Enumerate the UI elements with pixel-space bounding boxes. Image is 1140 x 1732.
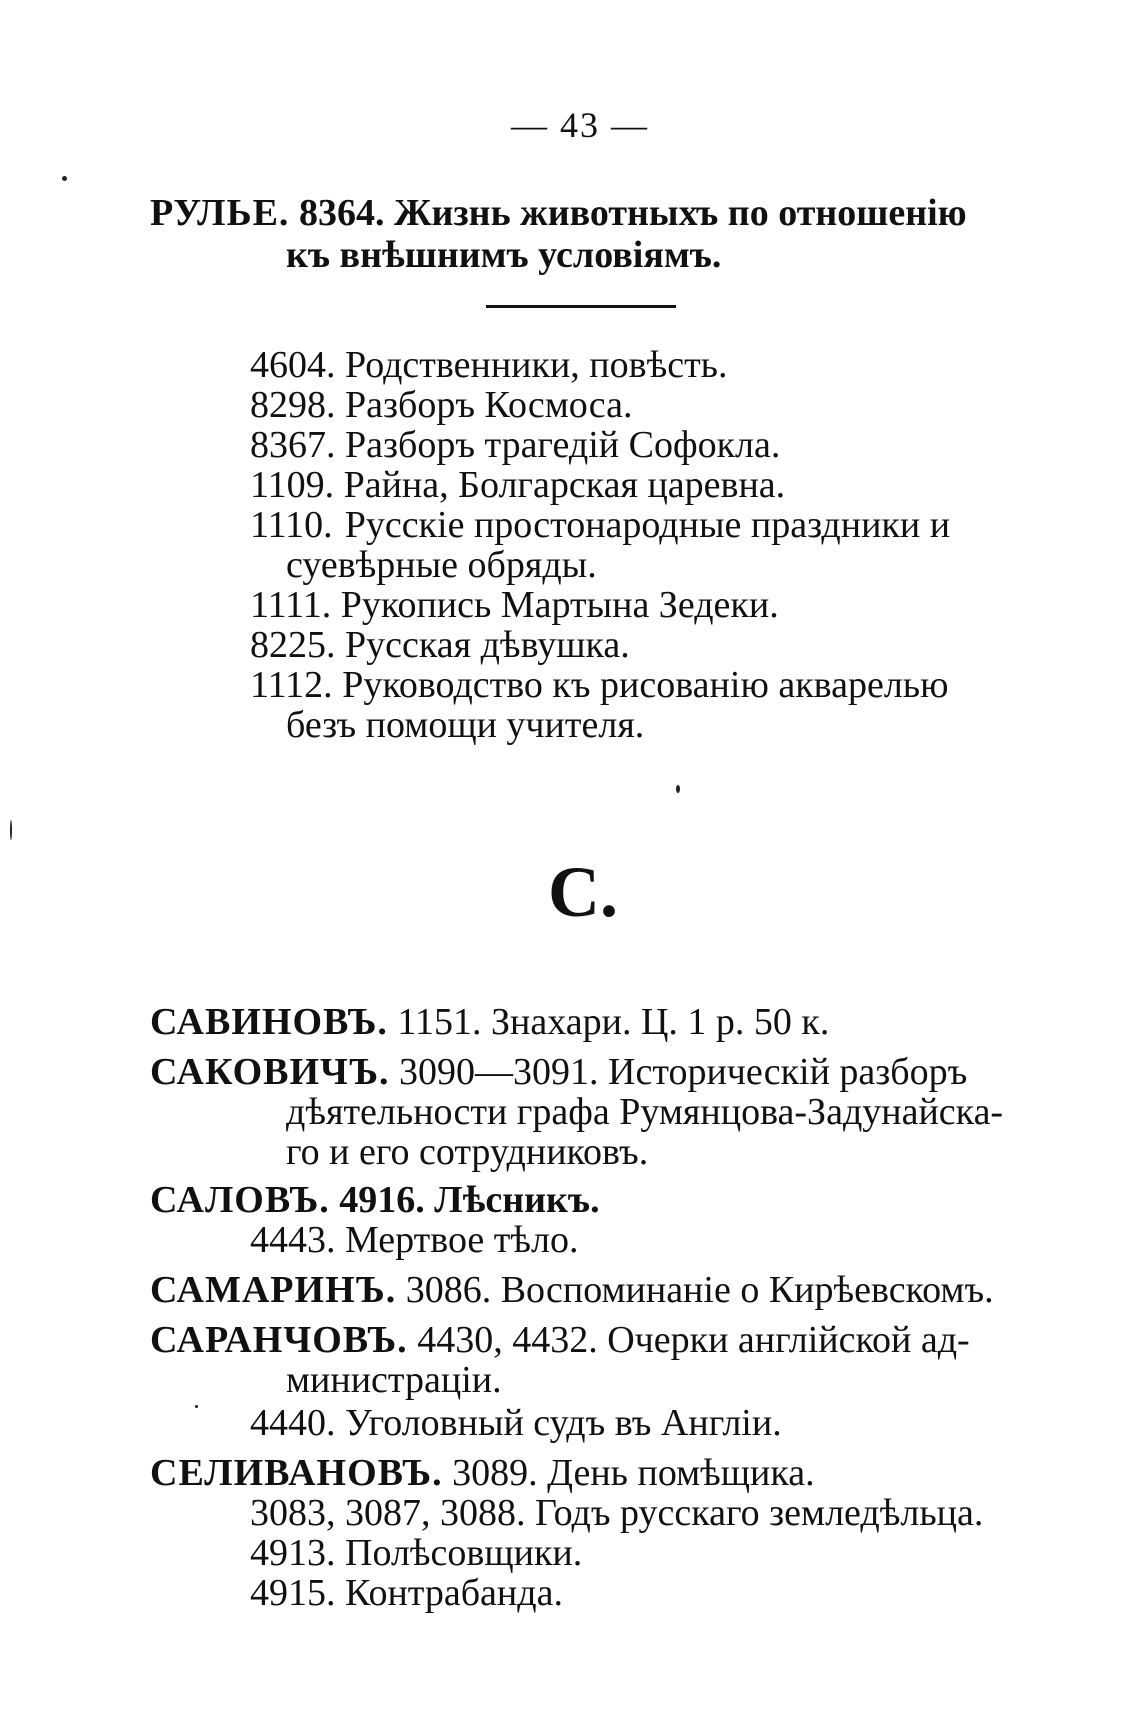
scan-speck (195, 1405, 198, 1408)
author-name: САЛОВЪ. (150, 1179, 330, 1221)
list-item (250, 585, 779, 625)
entry-number: 4604. (250, 344, 336, 386)
author-name: САМАРИНЪ. (150, 1269, 397, 1311)
list-item (250, 625, 630, 665)
entry-number: 1112. (250, 664, 333, 706)
list-item (250, 665, 949, 705)
entry-title: Родственники, повѣсть. (345, 344, 728, 386)
entry-title-continuation: дѣятельности графа Румянцова-Задунайска- (286, 1091, 1004, 1133)
entry-number: 8367. (250, 424, 336, 466)
author-name: САРАНЧОВЪ. (150, 1319, 408, 1361)
entry-title-continuation: го и его сотрудниковъ. (286, 1131, 649, 1173)
entry-savinov (150, 1002, 829, 1042)
author-name: САКОВИЧЪ. (150, 1051, 390, 1093)
entry-number: 1109. (250, 464, 335, 506)
entry-title: Историческій разборъ (608, 1051, 968, 1093)
entry-title: 3089. День помѣщика. (452, 1452, 815, 1494)
entry-saranchov (150, 1320, 970, 1360)
list-item (250, 425, 780, 465)
entry-selivanov (150, 1453, 815, 1493)
entry-title: Жизнь животныхъ по отношенію (393, 192, 967, 234)
author-name: САВИНОВЪ. (150, 1001, 388, 1043)
scan-speck (10, 820, 12, 840)
author-name: СЕЛИВАНОВЪ. (150, 1452, 443, 1494)
entry-number: 8298. (250, 384, 336, 426)
entry-number: 1110. (250, 504, 333, 546)
entry-title-continuation: къ внѣшнимъ условіямъ. (286, 234, 722, 276)
entry-samarin (150, 1270, 994, 1310)
sub-entry: 4915. Контрабанда. (250, 1572, 563, 1614)
section-letter: С. (548, 852, 618, 932)
entry-title-continuation: безъ помощи учителя. (286, 704, 645, 746)
list-item (250, 385, 632, 425)
sub-entry: 4913. Полѣсовщики. (250, 1532, 583, 1574)
entry-number: 4430, 4432. (417, 1319, 598, 1361)
entry-title-continuation: министраціи. (286, 1359, 502, 1401)
entry-title: Разборъ трагедій Софокла. (345, 424, 781, 466)
entry-title: Русскіе простонародные праздники и (344, 504, 951, 546)
page-number: — 43 — (511, 105, 649, 145)
entry-title: Разборъ Космоса. (345, 384, 633, 426)
author-name: РУЛЬЕ. (150, 192, 290, 234)
entry-rule (150, 193, 967, 233)
entry-title-continuation: суевѣрные обряды. (286, 544, 597, 586)
entry-salov (150, 1180, 600, 1220)
sub-entry: 4443. Мертвое тѣло. (250, 1219, 579, 1261)
entry-sakovich (150, 1052, 967, 1092)
entry-title: 1151. Знахари. Ц. 1 р. 50 к. (397, 1001, 830, 1043)
divider-rule (486, 305, 676, 308)
sub-entry: 4440. Уголовный судъ въ Англіи. (250, 1402, 782, 1444)
entry-title: Райна, Болгарская царевна. (343, 464, 786, 506)
scan-speck (676, 785, 680, 793)
entry-title: 3086. Воспоминаніе о Кирѣевскомъ. (405, 1269, 994, 1311)
list-item (250, 465, 785, 505)
entry-number: 3090—3091. (399, 1051, 599, 1093)
list-item (250, 505, 1010, 545)
list-item (250, 345, 728, 385)
entry-title: Русская дѣвушка. (345, 624, 630, 666)
entry-title: Рукопись Мартына Зедеки. (340, 584, 779, 626)
sub-entry: 3083, 3087, 3088. Годъ русскаго земледѣльца. (250, 1492, 984, 1534)
entry-number: 8364. (298, 192, 385, 234)
entry-title: Руководство къ рисованію акварелью (342, 664, 949, 706)
entry-title: Очерки англійской ад- (607, 1319, 970, 1361)
entry-title: 4916. Лѣсникъ. (339, 1179, 600, 1221)
entry-number: 8225. (250, 624, 336, 666)
entry-number: 1111. (250, 584, 332, 626)
scan-speck (62, 176, 67, 181)
